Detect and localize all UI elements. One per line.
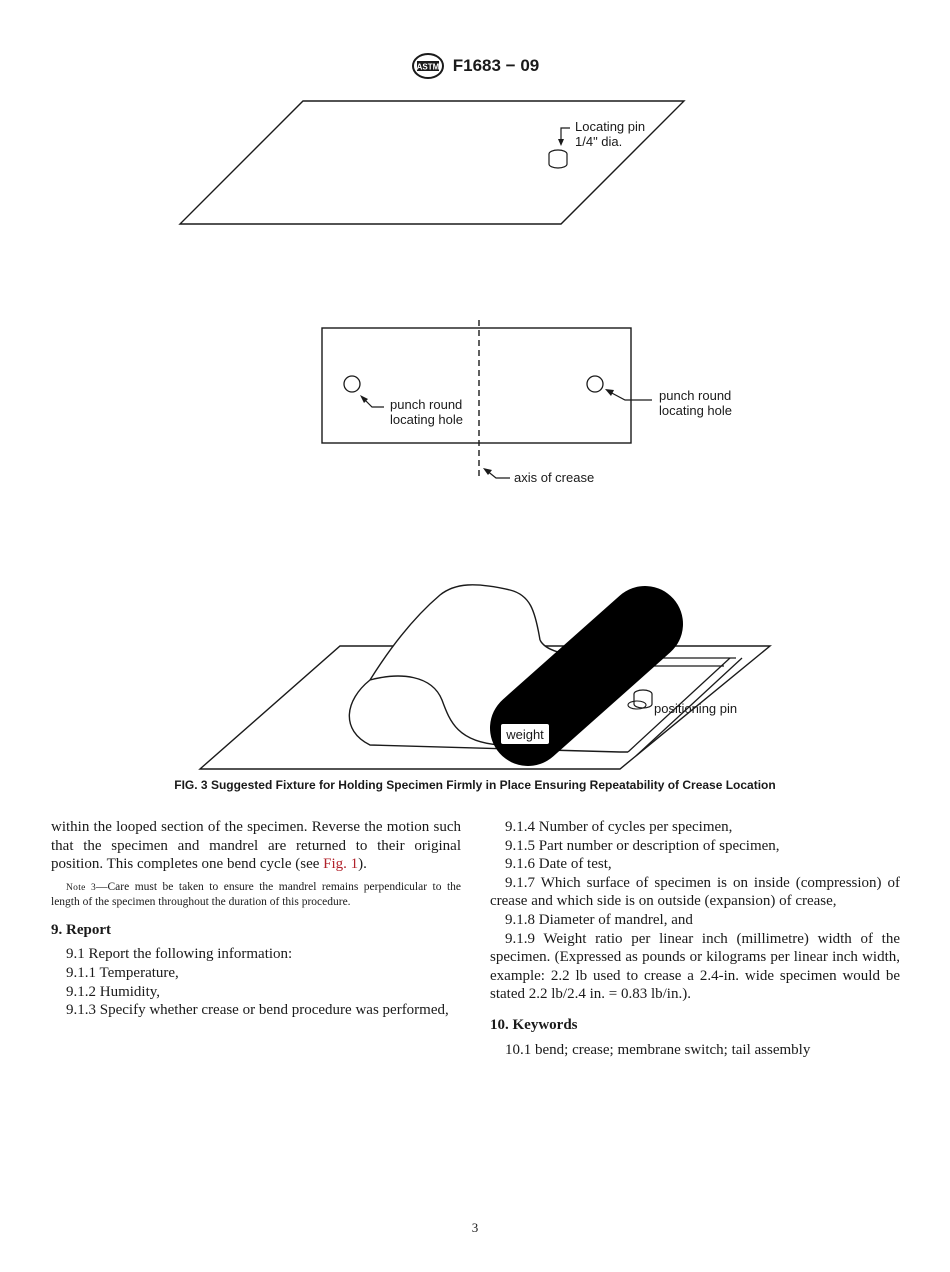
report-item: 9.1.6 Date of test, xyxy=(505,856,612,873)
left-column xyxy=(51,818,461,1020)
procedure-paragraph xyxy=(51,818,461,874)
note-3 xyxy=(51,880,461,909)
document-designation: F1683 − 09 xyxy=(452,56,540,75)
astm-logo-text: ASTM xyxy=(416,62,440,72)
report-item: 9.1.9 Weight ratio per linear inch (millimetre) width of the specimen. (Expressed as pounds or kilograms per linear inch width, example: 2.2 lb used to crease a 2.4-in. wide specimen would be stated 2.2 lb/2.4 in. = 0.83 lb/in.). xyxy=(490,930,900,1003)
positioning-pin-icon xyxy=(628,690,652,709)
report-item: 9.1.1 Temperature, xyxy=(66,964,179,981)
locating-pin-icon xyxy=(549,150,567,168)
report-item: 9.1.5 Part number or description of specimen, xyxy=(505,837,780,854)
report-item: 9.1.2 Humidity, xyxy=(66,983,161,1000)
keywords-text: 10.1 bend; crease; membrane switch; tail assembly xyxy=(505,1041,811,1058)
locating-pin-arrowhead xyxy=(558,139,564,146)
section-10-heading: 10. Keywords xyxy=(490,1016,578,1033)
right-column xyxy=(490,818,900,1059)
note-label: Note 3 xyxy=(66,882,97,893)
specimen-diagram xyxy=(322,320,732,485)
fixture-plate-diagram xyxy=(180,101,684,224)
section-9-heading: 9. Report xyxy=(51,921,111,938)
punch-right-label-1: punch round xyxy=(659,388,732,403)
right-hole-arrowhead xyxy=(605,389,614,396)
punch-left-label-1: punch round xyxy=(390,397,463,412)
positioning-pin-label: positioning pin xyxy=(654,701,738,716)
report-item: 9.1.4 Number of cycles per specimen, xyxy=(505,819,733,835)
locating-pin-label-1: Locating pin xyxy=(575,119,646,134)
right-hole-leader xyxy=(608,391,652,400)
punch-right-label-2: locating hole xyxy=(659,403,732,418)
report-item: 9.1.7 Which surface of specimen is on inside (compression) of crease and which side is on outside (expansion) of crease, xyxy=(490,874,900,910)
axis-of-crease-label: axis of crease xyxy=(514,470,595,485)
weight-label: weight xyxy=(506,727,544,742)
report-item: 9.1.8 Diameter of mandrel, and xyxy=(505,911,693,928)
figure-caption: FIG. 3 Suggested Fixture for Holding Specimen Firmly in Place Ensuring Repeatability of Crease Location xyxy=(174,778,776,792)
report-item: 9.1 Report the following information: xyxy=(66,946,293,963)
page-number: 3 xyxy=(471,1220,479,1235)
report-item: 9.1.3 Specify whether crease or bend procedure was performed, xyxy=(66,1002,449,1019)
left-locating-hole xyxy=(344,376,360,392)
punch-left-label-2: locating hole xyxy=(390,412,463,427)
specimen-outline xyxy=(322,328,631,443)
mandrel-weight xyxy=(528,624,645,728)
note-text: —Care must be taken to ensure the mandrel remains perpendicular to the length of the specimen throughout the duration of this procedure. xyxy=(51,880,461,908)
paragraph-text: within the looped section of the specimen. Reverse the motion such that the specimen and mandrel are returned to their original position. This completes one bend cycle (see xyxy=(51,819,461,873)
fig-1-link[interactable]: Fig. 1 xyxy=(323,856,359,873)
locating-pin-label-2: 1/4" dia. xyxy=(575,134,623,149)
bend-fixture-diagram xyxy=(200,585,770,769)
right-locating-hole xyxy=(587,376,603,392)
paragraph-text-end: ). xyxy=(358,856,367,873)
